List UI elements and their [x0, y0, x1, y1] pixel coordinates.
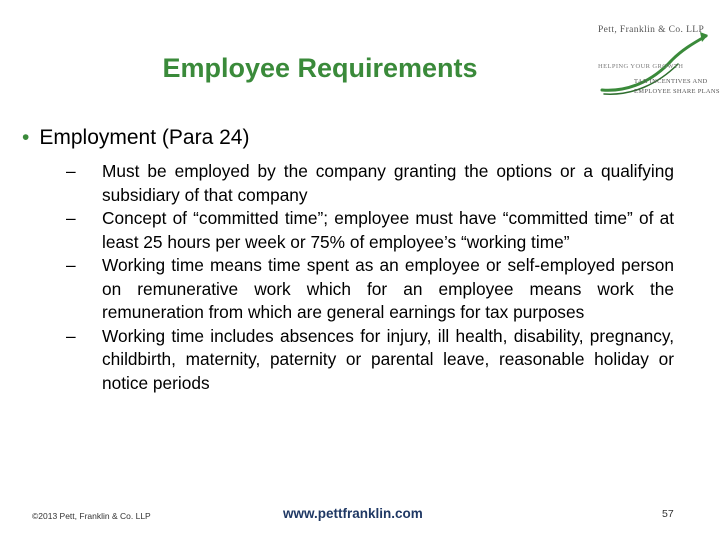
- list-item: [66, 160, 674, 207]
- list-item: [66, 325, 674, 396]
- page-number: 57: [662, 508, 674, 520]
- slide-title: Employee Requirements: [162, 53, 478, 83]
- dash-icon: –: [66, 325, 76, 346]
- dash-icon: –: [66, 161, 76, 181]
- logo-line-2: EMPLOYEE SHARE PLANS: [634, 88, 720, 95]
- list-item-text: Must be employed by the company granting the options or a qualifying subsidiary of that company: [102, 161, 674, 205]
- bullet-employment: [22, 125, 249, 151]
- list-item-text: Working time includes absences for injury, ill health, disability, pregnancy, childbirth, maternity, paternity or parental leave, reasonable holiday or notice periods: [102, 325, 674, 393]
- logo-tagline: HELPING YOUR GROWTH: [598, 63, 684, 70]
- logo-line-1: TAX INCENTIVES AND: [634, 78, 708, 85]
- dash-icon: –: [66, 208, 76, 228]
- footer-website-link[interactable]: www.pettfranklin.com: [283, 506, 423, 521]
- list-item-text: Working time means time spent as an employee or self-employed person on remunerative work which for an employee means work the remuneration from which are general earnings for tax purposes: [102, 255, 674, 322]
- list-item-text: Concept of “committed time”; employee must have “committed time” of at least 25 hours per week or 75% of employee’s “working time”: [102, 208, 674, 252]
- list-item: [66, 207, 674, 254]
- dash-icon: –: [66, 255, 76, 275]
- sub-bullet-list: [66, 160, 674, 395]
- logo-firm-name: Pett, Franklin & Co. LLP: [598, 25, 705, 35]
- bullet-dot-icon: •: [22, 126, 30, 149]
- company-logo: [582, 20, 720, 105]
- footer-copyright: ©2013 Pett, Franklin & Co. LLP: [32, 511, 151, 521]
- bullet-text: Employment (Para 24): [39, 126, 250, 149]
- list-item: [66, 254, 674, 325]
